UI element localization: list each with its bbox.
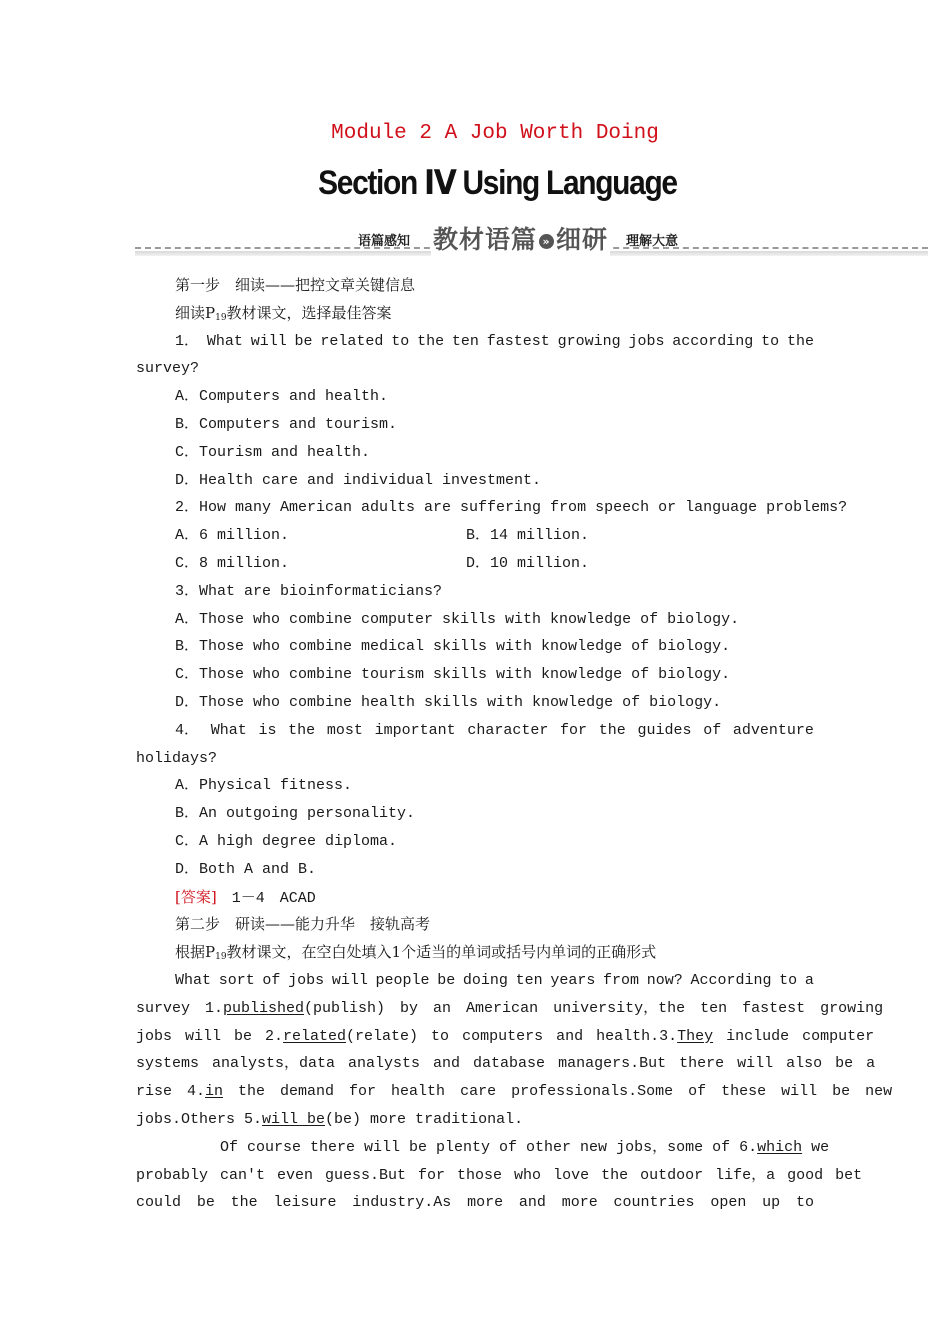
question-2-options-cd bbox=[136, 550, 814, 578]
passage-line-2: survey 1.published(publish) by an American university，the ten fastest growing bbox=[136, 999, 884, 1017]
step2-instruction: 根据$P_{19}$教材课文，在空白处填入1个适当的单词或括号内单词的正确形式 bbox=[175, 943, 657, 963]
blank-5-answer: will be bbox=[262, 1110, 326, 1128]
question-3-option-b: B．Those who combine medical skills with knowledge of biology. bbox=[175, 638, 731, 656]
answer-line bbox=[136, 884, 814, 912]
passage-line-5: rise 4.in the demand for health care professionals.Some of these will be new bbox=[136, 1083, 893, 1101]
question-4-stem-tail: holidays? bbox=[136, 749, 218, 767]
question-2-option-d: D．10 million. bbox=[466, 554, 590, 572]
document-body bbox=[136, 272, 893, 1217]
question-1-option-b: B．Computers and tourism. bbox=[175, 415, 398, 433]
question-2-option-c: C．8 million. bbox=[175, 554, 290, 572]
question-1-stem-tail: survey? bbox=[136, 360, 200, 378]
question-1-option-c: C．Tourism and health. bbox=[175, 443, 371, 461]
banner-right-label: 理解大意 bbox=[626, 234, 679, 249]
section-title: Section Ⅳ Using Language bbox=[318, 164, 677, 202]
step2-heading: 第二步 研读——能力升华 接轨高考 bbox=[175, 915, 431, 934]
module-title: Module 2 A Job Worth Doing bbox=[331, 122, 659, 145]
question-4-stem: 4． What is the most important character for the guides of adventure bbox=[175, 721, 814, 739]
question-1-stem: 1． What will be related to the ten fastest growing jobs according to the bbox=[175, 332, 814, 350]
passage-line-4: systems analysts，data analysts and database managers.But there will also be a bbox=[136, 1055, 876, 1073]
banner-main-a: 教材语篇 bbox=[433, 225, 538, 254]
passage-line-6: jobs.Others 5.will be(be) more traditional. bbox=[136, 1110, 524, 1128]
passage-line-3: jobs will be 2.related(relate) to computers and health.3.They include computer bbox=[136, 1027, 875, 1045]
question-2-options-ab bbox=[136, 522, 814, 550]
passage-line-7: Of course there will be plenty of other new jobs，some of 6.which we bbox=[220, 1138, 830, 1156]
question-2-option-a: A．6 million. bbox=[175, 527, 290, 545]
passage-line-1: What sort of jobs will people be doing ten years from now? According to a bbox=[175, 971, 814, 989]
blank-3-answer: They bbox=[677, 1027, 714, 1045]
answer-text: 1－4 ACAD bbox=[231, 889, 316, 907]
question-4-option-c: C．A high degree diploma. bbox=[175, 832, 398, 850]
question-3-option-d: D．Those who combine health skills with knowledge of biology. bbox=[175, 693, 722, 711]
passage-line-9: could be the leisure industry.As more and more countries open up to bbox=[136, 1194, 814, 1212]
question-3-option-a: A．Those who combine computer skills with knowledge of biology. bbox=[175, 610, 740, 628]
step1-instruction: 细读$P_{19}$教材课文，选择最佳答案 bbox=[175, 303, 392, 323]
question-2-stem: 2．How many American adults are suffering from speech or language problems? bbox=[175, 499, 848, 517]
question-4-option-b: B．An outgoing personality. bbox=[175, 805, 416, 823]
question-4-option-a: A．Physical fitness. bbox=[175, 777, 353, 795]
banner-main-label bbox=[431, 220, 610, 256]
chevron-right-icon: » bbox=[539, 234, 554, 249]
banner-left-label: 语篇感知 bbox=[358, 234, 411, 249]
answer-label: [答案] bbox=[175, 887, 217, 906]
question-3-stem: 3．What are bioinformaticians? bbox=[175, 582, 443, 600]
passage-line-8: probably can't even guess.But for those who love the outdoor life，a good bet bbox=[136, 1166, 863, 1184]
question-1-option-d: D．Health care and individual investment. bbox=[175, 471, 542, 489]
question-2-option-b: B．14 million. bbox=[466, 527, 590, 545]
step1-heading: 第一步 细读——把控文章关键信息 bbox=[175, 276, 416, 294]
question-4-option-d: D．Both A and B. bbox=[175, 860, 317, 878]
question-1-option-a: A．Computers and health. bbox=[175, 388, 389, 406]
blank-2-answer: related bbox=[283, 1027, 347, 1045]
banner-main-b: 细研 bbox=[556, 225, 609, 254]
question-3-option-c: C．Those who combine tourism skills with knowledge of biology. bbox=[175, 666, 731, 684]
blank-6-answer: which bbox=[757, 1138, 803, 1156]
blank-1-answer: published bbox=[223, 999, 305, 1017]
section-banner bbox=[135, 220, 928, 260]
blank-4-answer: in bbox=[205, 1083, 224, 1101]
